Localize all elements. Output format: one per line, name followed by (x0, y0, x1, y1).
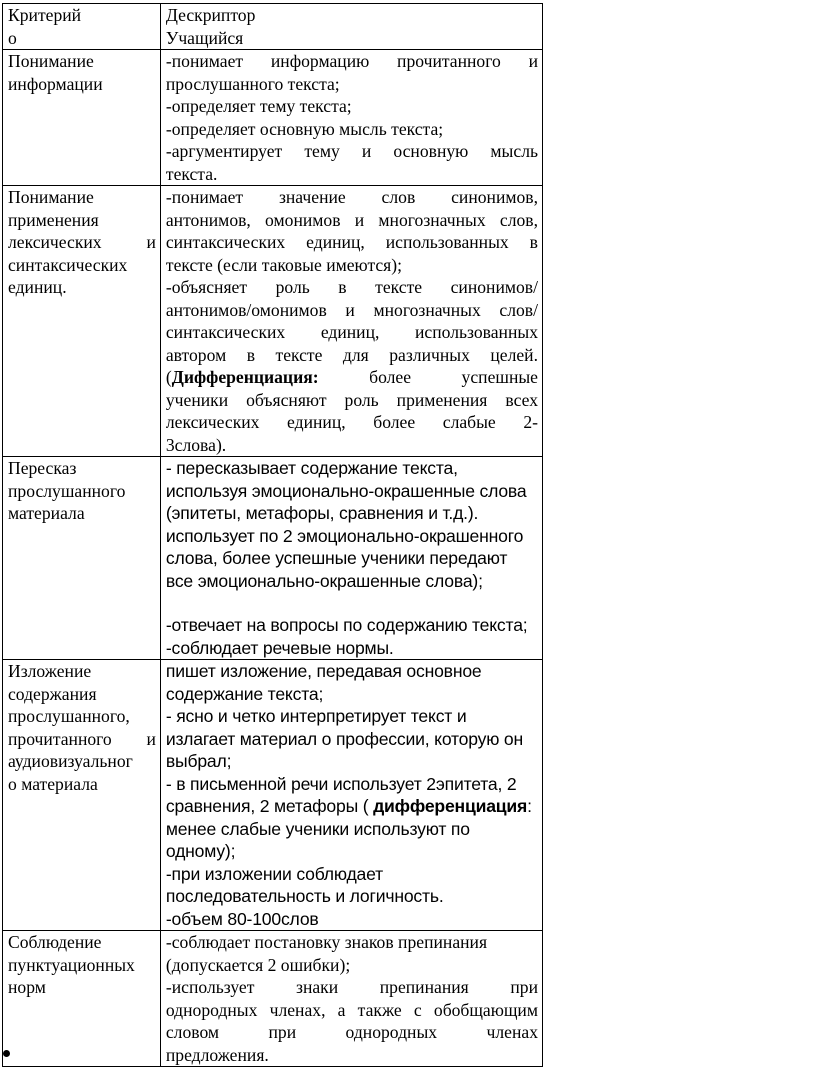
criterion-cell (3, 186, 161, 457)
descriptor-line: тексте (если таковые имеются); (165, 254, 403, 275)
criterion-line: аудиовизуальног (8, 751, 133, 771)
descriptor-line: прослушанного текста; (165, 73, 340, 94)
descriptor-line: одному); (165, 841, 236, 861)
descriptor-line: лексических единиц, более слабые 2- (165, 412, 538, 432)
header-descriptor-cell (160, 4, 542, 50)
header-criterion-line: Критерий (8, 5, 82, 25)
descriptor-line: -при изложении соблюдает (165, 863, 383, 884)
criterion-cell (3, 931, 161, 1067)
descriptor-line (166, 795, 538, 818)
descriptor-cell (160, 50, 542, 186)
criterion-line: материала (8, 503, 85, 523)
descriptor-line: ученики объясняют роль применения всех (165, 389, 538, 410)
criterion-line: Понимание (8, 51, 94, 71)
descriptor-fragment: сравнения, 2 метафоры ( (165, 796, 369, 816)
criterion-line: пунктуационных (8, 954, 135, 975)
criterion-line: норм (8, 977, 46, 997)
criterion-line: прочитанного и (8, 728, 156, 749)
descriptor-line: -определяет основную мысль текста; (165, 118, 444, 139)
descriptor-line: антонимов/омонимов и многозначных слов/ (165, 299, 538, 320)
criterion-cell (3, 457, 161, 660)
descriptor-fragment: : (527, 796, 532, 816)
descriptor-line: текста. (165, 163, 218, 184)
table-row (3, 186, 543, 457)
criterion-line: Изложение (8, 661, 92, 681)
descriptor-line: пишет изложение, передавая основное (165, 661, 482, 681)
descriptor-line: -аргументирует тему и основную мысль (165, 141, 538, 161)
descriptor-line: синтаксических единиц, использованных (165, 322, 538, 342)
descriptor-line: -определяет тему текста; (165, 96, 352, 116)
header-descriptor-line: Учащийся (165, 27, 244, 48)
criterion-line: прослушанного (8, 480, 126, 501)
descriptor-line: (эпитеты, метафоры, сравнения и т.д.). (165, 503, 479, 523)
table-row (3, 931, 543, 1067)
descriptor-line: содержание текста; (165, 683, 324, 704)
list-bullet (3, 1050, 10, 1057)
header-criterion-line: о (8, 27, 17, 48)
descriptor-line: - в письменной речи использует 2эпитета, 2 (165, 773, 517, 794)
differentiation-label: дифференциация (373, 796, 528, 816)
descriptor-line: используя эмоционально-окрашенные слова (165, 480, 527, 501)
assessment-criteria-table (2, 3, 543, 1067)
descriptor-line: излагает материал о профессии, которую он (165, 728, 524, 749)
criterion-cell (3, 50, 161, 186)
descriptor-line: -понимает информацию прочитанного и (165, 51, 538, 71)
table-header-row (3, 4, 543, 50)
criterion-line: о материала (8, 773, 98, 794)
descriptor-line: слова, более успешные ученики передают (165, 548, 508, 568)
criterion-line: Понимание (8, 187, 94, 207)
descriptor-line: (допускается 2 ошибки); (165, 954, 351, 975)
criterion-line: содержания (8, 683, 97, 704)
descriptor-line: выбрал; (165, 751, 232, 771)
criterion-line: прослушанного, (8, 706, 130, 726)
header-criterion-cell (3, 4, 161, 50)
descriptor-line: - ясно и четко интерпретирует текст и (165, 706, 467, 726)
differentiation-label: Дифференциация: (171, 367, 319, 387)
descriptor-gap (166, 592, 538, 614)
criterion-line: Соблюдение (8, 932, 102, 952)
descriptor-line: словом при однородных членах (165, 1022, 538, 1042)
descriptor-cell (160, 457, 542, 660)
descriptor-line: последовательность и логичность. (165, 886, 444, 906)
descriptor-line: предложения. (165, 1044, 269, 1065)
descriptor-fragment: более успешные (369, 367, 538, 387)
descriptor-line: -понимает значение слов синонимов, (165, 187, 538, 207)
criterion-line: синтаксических (8, 254, 128, 275)
header-descriptor-line: Дескриптор (165, 5, 256, 25)
descriptor-line: (Дифференциация: более успешные (165, 367, 538, 387)
criterion-cell (3, 660, 161, 931)
descriptor-line: все эмоционально-окрашенные слова); (165, 570, 483, 591)
descriptor-line: -соблюдает постановку знаков препинания (165, 932, 488, 952)
criterion-line: применения (8, 209, 99, 230)
descriptor-line: -соблюдает речевые нормы. (165, 637, 394, 658)
descriptor-line: -использует знаки препинания при (165, 977, 538, 997)
descriptor-cell (160, 186, 542, 457)
table-row (3, 457, 543, 660)
table-row (3, 660, 543, 931)
descriptor-cell (160, 931, 542, 1067)
descriptor-cell (160, 660, 542, 931)
descriptor-line: однородных членах, а также с обобщающим (165, 999, 538, 1020)
descriptor-line: -отвечает на вопросы по содержанию текста; (165, 615, 528, 635)
descriptor-line: антонимов, омонимов и многозначных слов, (165, 209, 538, 230)
descriptor-line: использует по 2 эмоционально-окрашенного (165, 525, 524, 546)
table-row (3, 50, 543, 186)
criterion-line: единиц. (8, 277, 67, 297)
descriptor-line: менее слабые ученики используют по (165, 818, 470, 839)
criterion-line: Пересказ (8, 458, 77, 478)
descriptor-line: -объем 80-100слов (165, 908, 319, 929)
descriptor-line: - пересказывает содержание текста, (165, 458, 458, 478)
criterion-line: лексических и (8, 232, 156, 252)
descriptor-line: 3слова). (165, 434, 227, 455)
descriptor-line: автором в тексте для различных целей. (165, 344, 538, 365)
descriptor-line: синтаксических единиц, использованных в (165, 232, 538, 252)
descriptor-line: -объясняет роль в тексте синонимов/ (165, 277, 538, 297)
criterion-line: информации (8, 73, 103, 94)
